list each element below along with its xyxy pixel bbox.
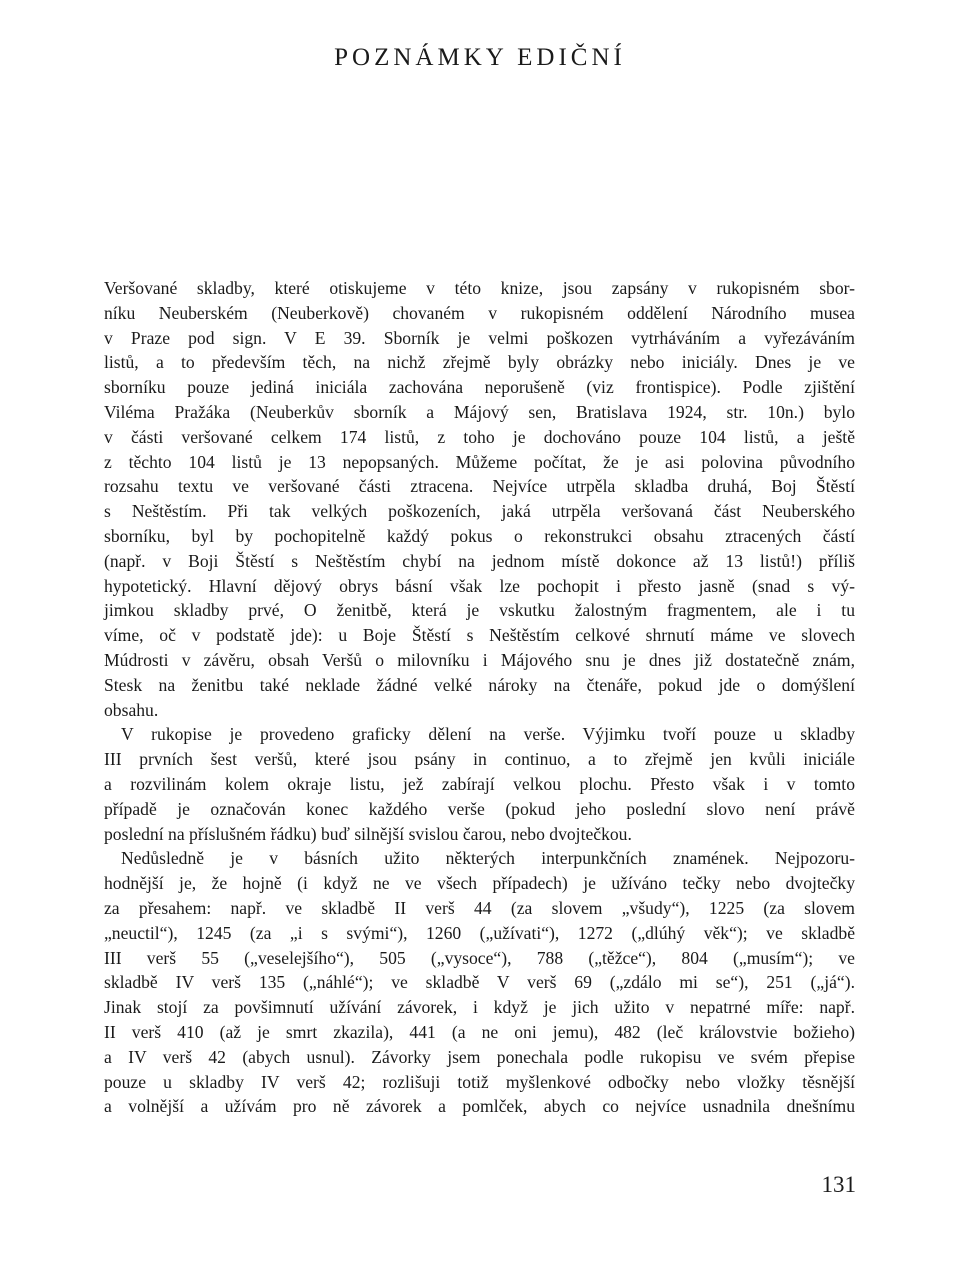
text-line: s Neštěstím. Při tak velkých poškozeních, jaká utrpěla veršovaná část Neuberského <box>104 501 855 522</box>
text-line: v části veršované celkem 174 listů, z toho je dochováno pouze 104 listů, a ještě <box>104 426 855 447</box>
text-line: a volnější a užívám pro ně závorek a pomlček, abych co nejvíce usnadnila dnešnímu <box>104 1096 855 1117</box>
text-line: jimkou skladby prvé, O ženitbě, která je vskutku žalostným fragmentem, ale i tu <box>104 600 855 621</box>
text-line: V rukopise je provedeno graficky dělení na verše. Výjimku tvoří pouze u skladby <box>121 724 855 745</box>
text-line: hypotetický. Hlavní dějový obrys básní však lze pochopit i přesto jasně (snad s vý- <box>104 575 855 596</box>
text-line: poslední na příslušném řádku) buď silnější svislou čarou, nebo dvojtečkou. <box>104 823 632 844</box>
text-line: Nedůsledně je v básních užito některých interpunkčních znamének. Nejpozoru- <box>121 848 855 869</box>
text-line: pouze u skladby IV verš 42; rozlišuji totiž myšlenkové odbočky nebo vložky těsnější <box>104 1071 855 1092</box>
text-line: Múdrosti v závěru, obsah Veršů o milovníku i Májového snu je dnes již dostatečně znám, <box>104 649 855 670</box>
page-number: 131 <box>821 1172 856 1197</box>
text-line: II verš 410 (až je smrt zkazila), 441 (a ne oni jemu), 482 (leč královstvie božieho) <box>104 1021 855 1042</box>
text-line: III verš 55 („veselejšího“), 505 („vysoce“), 788 („těžce“), 804 („musím“); ve <box>104 947 855 968</box>
text-line: (např. v Boji Štěstí s Neštěstím chybí na jednom místě dokonce až 13 listů!) příliš <box>104 550 855 571</box>
body-text <box>104 276 855 1119</box>
paragraph-2 <box>104 722 855 846</box>
text-line: a IV verš 42 (abych usnul). Závorky jsem ponechala podle rukopisu ve svém přepise <box>104 1046 855 1067</box>
text-line: Viléma Pražáka (Neuberkův sborník a Májový sen, Bratislava 1924, str. 10n.) bylo <box>104 401 855 422</box>
text-line: z těchto 104 listů je 13 nepopsaných. Můžeme počítat, že je asi polovina původního <box>104 451 855 472</box>
text-line: Stesk na ženitbu také neklade žádné velké nároky na čtenáře, pokud jde o domýšlení <box>104 674 855 695</box>
page-title: POZNÁMKY EDIČNÍ <box>334 44 626 71</box>
text-line: rozsahu textu ve veršované části ztracena. Nejvíce utrpěla skladba druhá, Boj Štěstí <box>104 476 855 497</box>
text-line: v Praze pod sign. V E 39. Sborník je velmi poškozen vytrháváním a vyřezáváním <box>104 327 855 348</box>
text-line: níku Neuberském (Neuberkově) chovaném v rukopisném oddělení Národního musea <box>104 302 855 323</box>
text-line: sborníku, byl by pochopitelně každý pokus o rekonstrukci obsahu ztracených částí <box>104 525 855 546</box>
text-line: víme, oč v podstatě jde): u Boje Štěstí s Neštěstím celkové shrnutí máme ve slovech <box>104 625 855 646</box>
text-line: skladbě IV verš 135 („náhlé“); ve skladbě V verš 69 („zdálo mi se“), 251 („já“). <box>104 972 855 993</box>
text-line: za přesahem: např. ve skladbě II verš 44 (za slovem „všudy“), 1225 (za slovem <box>104 897 855 918</box>
paragraph-1 <box>104 276 855 722</box>
text-line: Jinak stojí za povšimnutí užívání závorek, i když je jich užito v nepatrné míře: např. <box>104 997 855 1018</box>
text-line: sborníku pouze jediná iniciála zachována neporušeně (viz frontispice). Podle zjištění <box>104 377 855 398</box>
paragraph-3 <box>104 846 855 1119</box>
text-line: případě je označován konec každého verše (pokud jeho poslední slovo není právě <box>104 798 855 819</box>
text-line: hodnější je, že hojně (i když ne ve všech případech) je užíváno tečky nebo dvojtečky <box>104 873 855 894</box>
text-line: a rozvilinám kolem okraje listu, jež zabírají velkou plochu. Přesto však i v tomto <box>104 773 855 794</box>
text-line: obsahu. <box>104 699 159 720</box>
text-line: Veršované skladby, které otiskujeme v této knize, jsou zapsány v rukopisném sbor- <box>104 278 855 298</box>
text-line: listů, a to především těch, na nichž zřejmě byly obrázky nebo iniciály. Dnes je ve <box>104 352 855 373</box>
text-line: III prvních šest veršů, které jsou psány in continuo, a to zřejmě jen kvůli iniciále <box>104 749 855 770</box>
text-line: „neuctil“), 1245 (za „i s svými“), 1260 („užívati“), 1272 („dlúhý věk“); ve skladbě <box>104 922 855 943</box>
